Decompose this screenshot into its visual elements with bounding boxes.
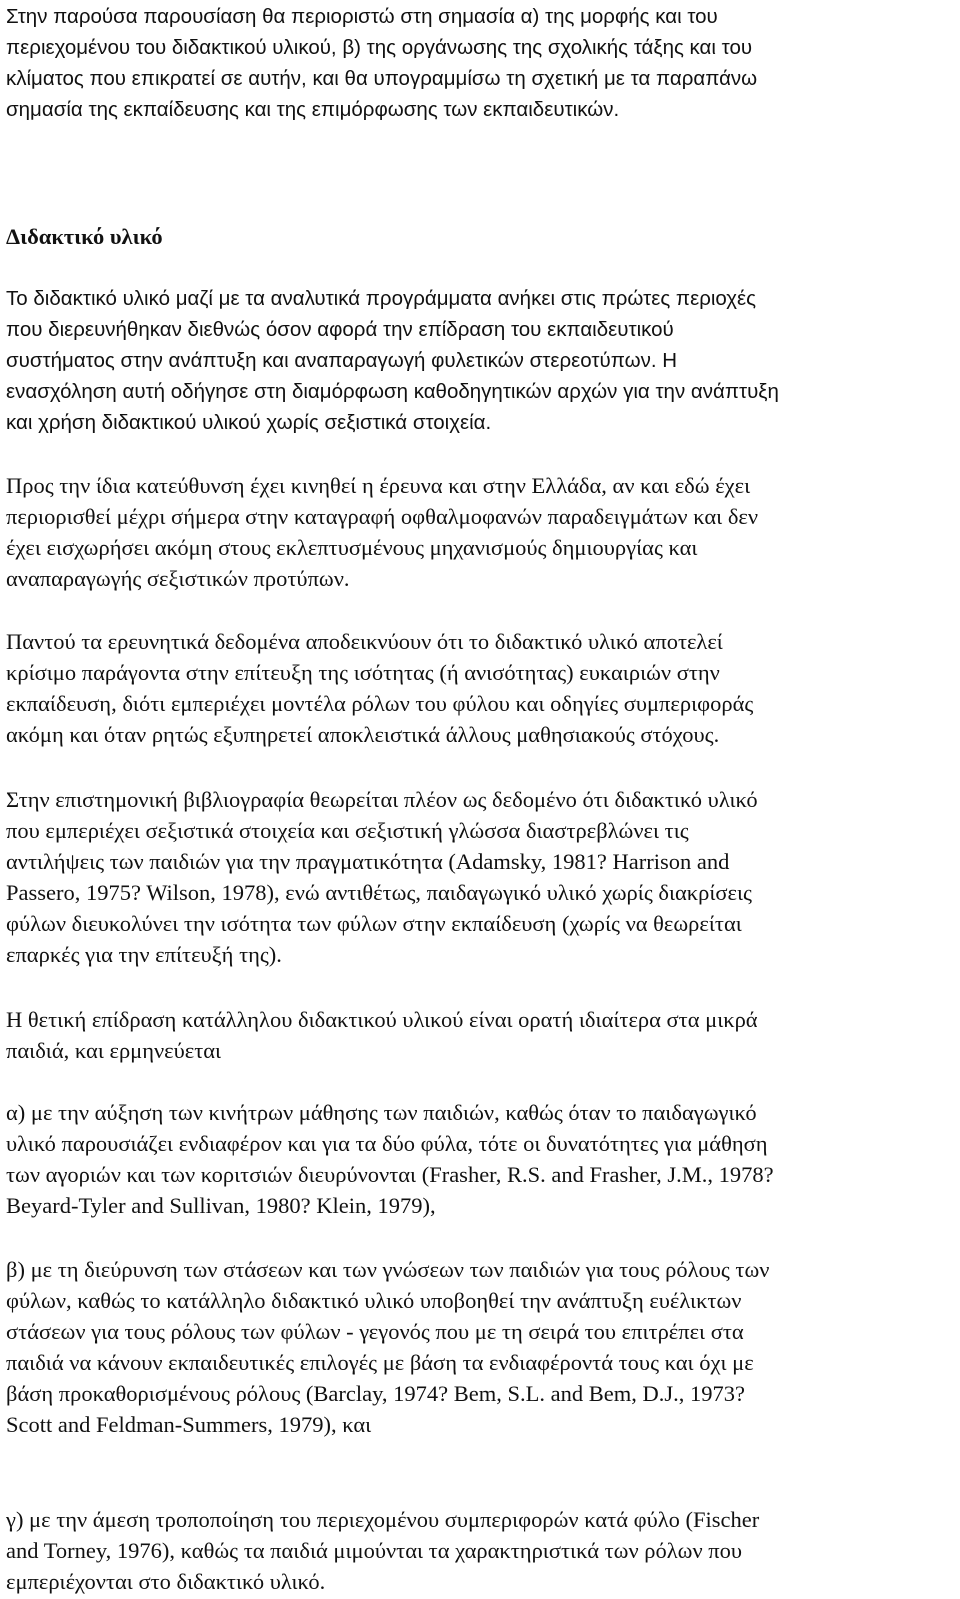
paragraph-line: β) με τη διεύρυνση των στάσεων και των γνώσεων των παιδιών για τους ρόλους των (6, 1257, 770, 1282)
paragraph-line: παιδιά να κάνουν εκπαιδευτικές επιλογές με βάση τα ενδιαφέροντά τους και όχι με (6, 1350, 754, 1375)
paragraph-line: των αγοριών και των κοριτσιών διευρύνονται (Frasher, R.S. and Frasher, J.M., 1978? (6, 1162, 774, 1187)
paragraph-line: Παντού τα ερευνητικά δεδομένα αποδεικνύουν ότι το διδακτικό υλικό αποτελεί (6, 629, 723, 654)
paragraph-line: Στην επιστημονική βιβλιογραφία θεωρείται πλέον ως δεδομένο ότι διδακτικό υλικό (6, 787, 758, 812)
paragraph-line: εκπαίδευση, διότι εμπεριέχει μοντέλα ρόλων του φύλου και οδηγίες συμπεριφοράς (6, 691, 754, 716)
paragraph-line: φύλων, καθώς το κατάλληλο διδακτικό υλικό υποβοηθεί την ανάπτυξη ευέλικτων (6, 1288, 742, 1313)
intro-paragraph (6, 1, 956, 125)
paragraph-line: αντιλήψεις των παιδιών για την πραγματικότητα (Adamsky, 1981? Harrison and (6, 849, 730, 874)
paragraph-line: και χρήση διδακτικού υλικού χωρίς σεξιστικά στοιχεία. (6, 411, 492, 434)
paragraph-line: Scott and Feldman-Summers, 1979), και (6, 1412, 372, 1437)
paragraph-line: ακόμη και όταν ρητώς εξυπηρετεί αποκλειστικά άλλους μαθησιακούς στόχους. (6, 722, 720, 747)
paragraph-4 (6, 784, 956, 970)
paragraph-3 (6, 626, 956, 750)
paragraph-line: αναπαραγωγής σεξιστικών προτύπων. (6, 566, 350, 591)
paragraph-line: ενασχόληση αυτή οδήγησε στη διαμόρφωση καθοδηγητικών αρχών για την ανάπτυξη (6, 380, 779, 403)
intro-line: Στην παρούσα παρουσίαση θα περιοριστώ στη σημασία α) της μορφής και του (6, 5, 718, 28)
paragraph-line: and Torney, 1976), καθώς τα παιδιά μιμούνται τα χαρακτηριστικά των ρόλων που (6, 1538, 743, 1563)
paragraph-line: έχει εισχωρήσει ακόμη στους εκλεπτυσμένους μηχανισμούς δημιουργίας και (6, 535, 698, 560)
paragraph-line: υλικό παρουσιάζει ενδιαφέρον και για τα δύο φύλα, τότε οι δυνατότητες για μάθηση (6, 1131, 768, 1156)
paragraph-line: βάση προκαθορισμένους ρόλους (Barclay, 1974? Bem, S.L. and Bem, D.J., 1973? (6, 1381, 745, 1406)
paragraph-line: Προς την ίδια κατεύθυνση έχει κινηθεί η έρευνα και στην Ελλάδα, αν και εδώ έχει (6, 473, 751, 498)
intro-line: σημασία της εκπαίδευσης και της επιμόρφωσης των εκπαιδευτικών. (6, 98, 620, 121)
paragraph-8 (6, 1504, 956, 1597)
paragraph-5 (6, 1004, 956, 1066)
paragraph-7 (6, 1254, 956, 1440)
intro-line: περιεχομένου του διδακτικού υλικού, β) της οργάνωσης της σχολικής τάξης και του (6, 36, 753, 59)
paragraph-line: περιορισθεί μέχρι σήμερα στην καταγραφή οφθαλμοφανών παραδειγμάτων και δεν (6, 504, 759, 529)
paragraph-line: που εμπεριέχει σεξιστικά στοιχεία και σεξιστική γλώσσα διαστρεβλώνει τις (6, 818, 689, 843)
paragraph-line: Το διδακτικό υλικό μαζί με τα αναλυτικά προγράμματα ανήκει στις πρώτες περιοχές (6, 287, 757, 310)
paragraph-line: φύλων διευκολύνει την ισότητα των φύλων στην εκπαίδευση (χωρίς να θεωρείται (6, 911, 742, 936)
paragraph-line: κρίσιμο παράγοντα στην επίτευξη της ισότητας (ή ανισότητας) ευκαιριών στην (6, 660, 720, 685)
paragraph-line: γ) με την άμεση τροποποίηση του περιεχομένου συμπεριφορών κατά φύλο (Fischer (6, 1507, 760, 1532)
paragraph-line: Passero, 1975? Wilson, 1978), ενώ αντιθέτως, παιδαγωγικό υλικό χωρίς διακρίσεις (6, 880, 752, 905)
paragraph-line: συστήματος στην ανάπτυξη και αναπαραγωγή φυλετικών στερεοτύπων. Η (6, 349, 678, 372)
paragraph-line: Η θετική επίδραση κατάλληλου διδακτικού υλικού είναι ορατή ιδιαίτερα στα μικρά (6, 1007, 758, 1032)
paragraph-line: α) με την αύξηση των κινήτρων μάθησης των παιδιών, καθώς όταν το παιδαγωγικό (6, 1100, 757, 1125)
section-heading: Διδακτικό υλικό (6, 224, 163, 249)
paragraph-6 (6, 1097, 956, 1221)
paragraph-line: που διερευνήθηκαν διεθνώς όσον αφορά την επίδραση του εκπαιδευτικού (6, 318, 674, 341)
paragraph-1 (6, 283, 956, 438)
paragraph-line: Beyard-Tyler and Sullivan, 1980? Klein, 1979), (6, 1193, 436, 1218)
intro-line: κλίματος που επικρατεί σε αυτήν, και θα υπογραμμίσω τη σχετική με τα παραπάνω (6, 67, 758, 90)
paragraph-line: στάσεων για τους ρόλους των φύλων - γεγονός που με τη σειρά του επιτρέπει στα (6, 1319, 744, 1344)
paragraph-2 (6, 470, 956, 594)
paragraph-line: επαρκές για την επίτευξή της). (6, 942, 282, 967)
paragraph-line: εμπεριέχονται στο διδακτικό υλικό. (6, 1569, 326, 1594)
paragraph-line: παιδιά, και ερμηνεύεται (6, 1038, 222, 1063)
